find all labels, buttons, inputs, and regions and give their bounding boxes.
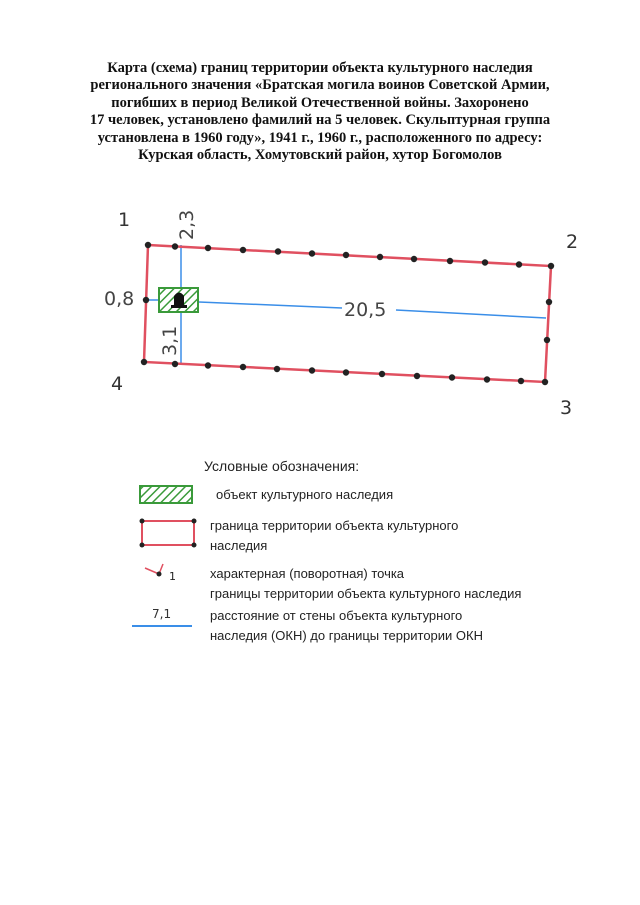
distance-label-right: 20,5: [344, 299, 387, 321]
boundary-point: [309, 250, 315, 256]
legend-item-distance: расстояние от стены объекта культурного наследия (ОКН) до границы территории ОКН: [210, 608, 483, 643]
boundary-point: [377, 254, 383, 260]
point-label-3: 3: [560, 397, 573, 419]
boundary-point: [205, 362, 211, 368]
legend-point-number: 1: [169, 570, 176, 583]
title-line: погибших в период Великой Отечественной войны. Захоронено: [111, 94, 529, 111]
boundary-point: [414, 373, 420, 379]
boundary-scheme: [0, 190, 640, 430]
boundary-point: [484, 376, 490, 382]
boundary-point: [141, 359, 147, 365]
boundary-point: [542, 379, 548, 385]
monument-icon: [174, 293, 184, 306]
title-line: Курская область, Хомутовский район, хутор Богомолов: [138, 147, 502, 164]
boundary-point: [546, 299, 552, 305]
boundary-point: [447, 258, 453, 264]
distance-label-left: 0,8: [104, 288, 135, 310]
boundary-point: [143, 297, 149, 303]
distance-line-right-b: [396, 310, 546, 318]
legend-object-symbol: [120, 483, 200, 507]
boundary-point: [343, 369, 349, 375]
legend-item-point: характерная (поворотная) точка границы территории объекта культурного наследия: [210, 566, 522, 601]
title-line: 17 человек, установлено фамилий на 5 человек. Скульптурная группа: [89, 112, 551, 129]
boundary-point: [482, 259, 488, 265]
boundary-point: [205, 245, 211, 251]
boundary-point: [172, 243, 178, 249]
legend: [120, 450, 580, 670]
legend-title: Условные обозначения:: [204, 458, 360, 474]
distance-label-top: 2,3: [176, 209, 198, 240]
boundary-point: [240, 364, 246, 370]
point-label-1: 1: [118, 209, 131, 231]
boundary-point: [309, 367, 315, 373]
boundary-point: [411, 256, 417, 262]
legend-point-symbol: [120, 560, 200, 584]
boundary-point: [449, 374, 455, 380]
legend-boundary-symbol: [120, 516, 200, 550]
boundary-point: [343, 252, 349, 258]
legend-item-object: объект культурного наследия: [216, 487, 394, 502]
boundary-point: [240, 247, 246, 253]
distance-label-bottom: 3,1: [159, 325, 181, 356]
legend-distance-symbol: [120, 606, 200, 636]
point-label-2: 2: [566, 231, 579, 253]
title-line: Карта (схема) границ территории объекта культурного наследия: [107, 60, 533, 76]
boundary-point: [145, 242, 151, 248]
point-label-4: 4: [111, 373, 124, 395]
boundary-point: [516, 261, 522, 267]
boundary-point: [379, 371, 385, 377]
map-title: [60, 60, 580, 164]
distance-line-right-a: [199, 302, 342, 308]
legend-item-boundary: граница территории объекта культурного наследия: [210, 518, 459, 553]
boundary-point: [518, 378, 524, 384]
boundary-point: [172, 361, 178, 367]
title-line: установлена в 1960 году», 1941 г., 1960 г., расположенного по адресу:: [97, 129, 543, 146]
boundary-point: [275, 248, 281, 254]
boundary-point: [548, 263, 554, 269]
boundary-point: [544, 337, 550, 343]
monument-base: [171, 305, 187, 308]
boundary-point: [274, 366, 280, 372]
title-line: регионального значения «Братская могила воинов Советской Армии,: [90, 77, 550, 94]
legend-distance-example: 7,1: [152, 607, 172, 621]
